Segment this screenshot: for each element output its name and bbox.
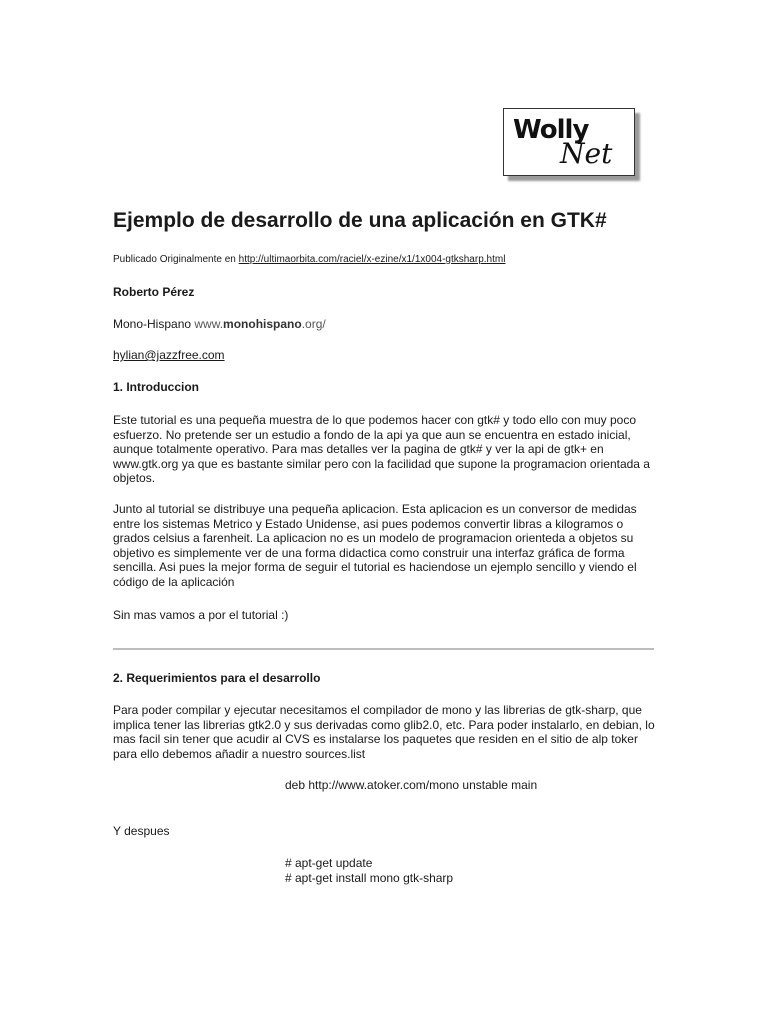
logo-text-bottom: Net	[560, 137, 613, 170]
code-sources-line: deb http://www.atoker.com/mono unstable main	[285, 778, 538, 792]
organization-line	[113, 317, 326, 331]
section1-paragraph-1: Este tutorial es una pequeña muestra de lo que podemos hacer con gtk# y todo ello con muy poco esfuerzo. No pretende ser un estudio a fondo de la api ya que aun se encuentra en estado inicial, aunque totalmente operativo. Para mas detalles ver la pagina de gtk# y ver la api de gtk+ en www.gtk.org ya que es bastante similar pero con la facilidad que supone la programacion orientada a objetos.	[113, 413, 650, 486]
author-name: Roberto Pérez	[113, 285, 195, 299]
wollynet-logo	[503, 108, 635, 176]
org-name: Mono-Hispano	[113, 317, 195, 331]
section2-paragraph: Para poder compilar y ejecutar necesitamos el compilador de mono y las librerias de gtk-sharp, que implica tener las librerias gtk2.0 y sus derivadas como glib2.0, etc. Para poder instalarlo, en debian, lo mas facil sin tener que acudir al CVS es instalarse los paquetes que residen en el sitio de alp toker para ello debemos añadir a nuestro sources.list	[113, 703, 655, 761]
logo-text-top: Wolly	[513, 115, 589, 145]
org-site[interactable]: www.monohispano.org/	[194, 317, 326, 331]
section1-paragraph-3: Sin mas vamos a por el tutorial :)	[113, 608, 289, 622]
published-link[interactable]: http://ultimaorbita.com/raciel/x-ezine/x1/1x004-gtksharp.html	[238, 254, 506, 265]
section2-heading: 2. Requerimientos para el desarrollo	[113, 671, 321, 685]
section1-paragraph-2: Junto al tutorial se distribuye una pequeña aplicacion. Esta aplicacion es un conversor de medidas entre los sistemas Metrico y Estado Unidense, asi pues podemos convertir libras a kilogramos o grados celsius a farenheit. La aplicacion no es un modelo de programacion orienteda a objetos su objetivo es simplemente ver de una forma didactica como construir una interfaz gráfica de forma sencilla. Asi pues la mejor forma de seguir el tutorial es haciendose un ejemplo sencillo y viendo el código de la aplicación	[113, 502, 637, 589]
published-prefix: Publicado Originalmente en	[113, 254, 239, 265]
then-text: Y despues	[113, 824, 170, 838]
horizontal-rule	[113, 648, 654, 650]
code-apt-install: # apt-get install mono gtk-sharp	[285, 871, 454, 885]
published-line	[113, 254, 505, 265]
section1-heading: 1. Introduccion	[113, 380, 200, 394]
page-title: Ejemplo de desarrollo de una aplicación en GTK#	[113, 209, 607, 232]
code-apt-update: # apt-get update	[285, 856, 373, 870]
email-link[interactable]: hylian@jazzfree.com	[113, 348, 225, 362]
